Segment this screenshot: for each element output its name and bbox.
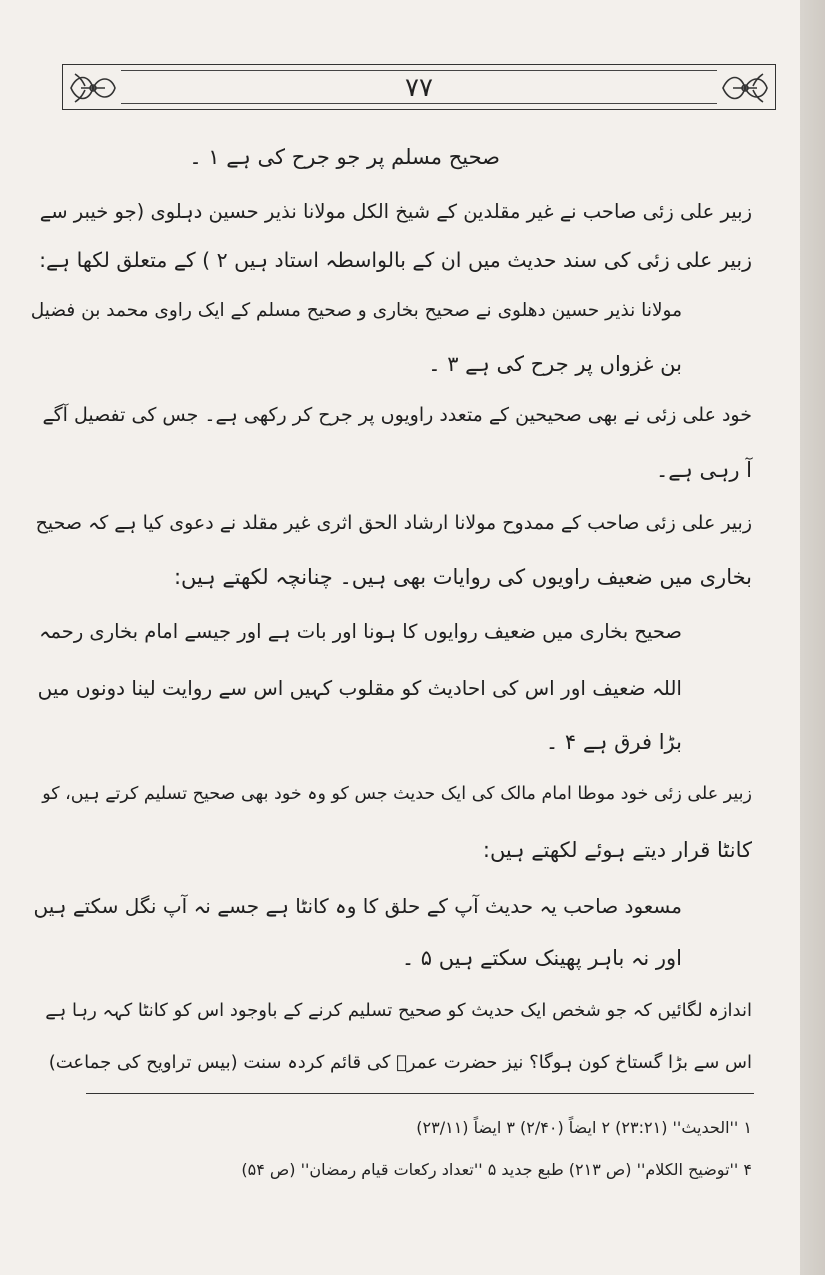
text-line: زبیر علی زئی کی سند حدیث میں ان کے بالواسطہ استاد ہیں ۲ ) کے متعلق لکھا ہے: [39,248,752,272]
text-line: اللہ ضعیف اور اس کی احادیث کو مقلوب کہیں اس سے روایت لینا دونوں میں [37,676,682,700]
text-line: بن غزواں پر جرح کی ہے ۳ ۔ [428,352,682,376]
text-line: خود علی زئی نے بھی صحیحین کے متعدد راویوں پر جرح کر رکھی ہے۔ جس کی تفصیل آگے [42,404,752,426]
text-line: آ رہی ہے۔ [655,458,752,482]
text-line: بخاری میں ضعیف راویوں کی روایات بھی ہیں۔ چنانچہ لکھتے ہیں: [173,565,752,589]
text-line: اندازہ لگائیں کہ جو شخص ایک حدیث کو صحیح تسلیم کرنے کے باوجود اس کو کانٹا کہہ رہا ہے [45,1000,752,1021]
page-number: ۷۷ [405,73,433,103]
footnote-divider [86,1093,754,1094]
text-line: کانٹا قرار دیتے ہوئے لکھتے ہیں: [482,838,752,862]
footnote-line: ۱ ''الحدیث'' (۲۳:۲۱) ۲ ایضاً (۲/۴۰) ۳ ایضاً (۲۳/۱۱) [416,1118,752,1137]
text-line: مولانا نذیر حسین دھلوی نے صحیح بخاری و صحیح مسلم کے ایک راوی محمد بن فضیل [30,300,682,321]
page-edge [800,0,825,1275]
text-line: بڑا فرق ہے ۴ ۔ [545,730,682,754]
text-line: اس سے بڑا گستاخ کون ہوگا؟ نیز حضرت عمرؓ کی قائم کردہ سنت (بیس تراویح کی جماعت) [48,1052,752,1073]
text-line: زبیر علی زئی خود موطا امام مالک کی ایک حدیث جس کو وہ خود بھی صحیح تسلیم کرتے ہیں، کو [42,784,752,804]
text-line: اور نہ باہر پھینک سکتے ہیں ۵ ۔ [401,946,682,970]
page-header-frame [62,64,776,110]
text-line: صحیح مسلم پر جو جرح کی ہے ۱ ۔ [189,145,500,169]
text-line: مسعود صاحب یہ حدیث آپ کے حلق کا وہ کانٹا ہے جسے نہ آپ نگل سکتے ہیں [33,894,682,918]
text-line: صحیح بخاری میں ضعیف روایوں کا ہونا اور بات ہے اور جیسے امام بخاری رحمہ [39,620,682,643]
floral-ornament-icon [719,68,771,108]
footnote-line: ۴ ''توضیح الکلام'' (ص ۲۱۳) طبع جدید ۵ ''تعداد رکعات قیام رمضان'' (ص ۵۴) [241,1160,752,1179]
text-line: زبیر علی زئی صاحب نے غیر مقلدین کے شیخ الکل مولانا نذیر حسین دہلوی (جو خیبر سے [39,200,752,223]
text-line: زبیر علی زئی صاحب کے ممدوح مولانا ارشاد الحق اثری غیر مقلد نے دعوی کیا ہے کہ صحیح [35,512,752,534]
